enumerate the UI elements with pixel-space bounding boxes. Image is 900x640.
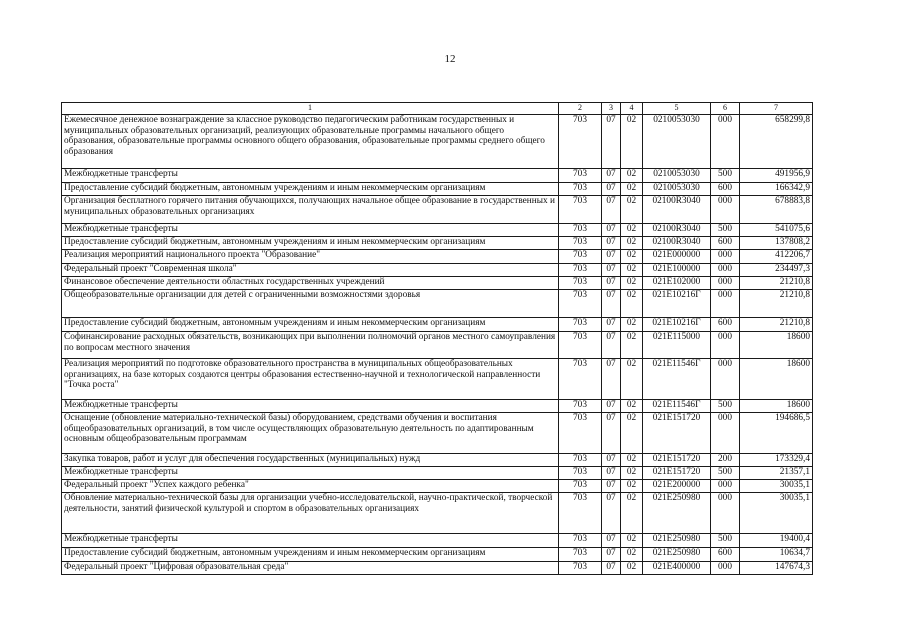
- section-code: 07: [602, 493, 621, 534]
- table-row: [62, 169, 813, 183]
- expense-type-code: 500: [711, 534, 740, 548]
- subsection-code: 02: [621, 290, 643, 318]
- amount: 541075,6: [740, 224, 813, 237]
- column-header: 6: [711, 103, 740, 115]
- table-row: [62, 467, 813, 480]
- target-article-code: 021E100000: [643, 264, 711, 277]
- admin-code: 703: [559, 359, 602, 400]
- amount: 19400,4: [740, 534, 813, 548]
- column-header: 2: [559, 103, 602, 115]
- section-code: 07: [602, 183, 621, 196]
- expense-type-code: 000: [711, 413, 740, 454]
- row-description: Обновление материально-технической базы для организации учебно-исследовательской, научно-практической, творческой деятельности, занятий физической культурой и спортом в образовательных организациях: [62, 493, 559, 534]
- expense-type-code: 000: [711, 493, 740, 534]
- target-article-code: 021E10216Г: [643, 318, 711, 332]
- expense-type-code: 600: [711, 237, 740, 250]
- section-code: 07: [602, 400, 621, 413]
- expense-type-code: 500: [711, 224, 740, 237]
- admin-code: 703: [559, 480, 602, 493]
- expense-type-code: 000: [711, 277, 740, 290]
- table-row: [62, 480, 813, 493]
- row-description: Межбюджетные трансферты: [62, 224, 559, 237]
- amount: 166342,9: [740, 183, 813, 196]
- section-code: 07: [602, 196, 621, 224]
- amount: 21210,8: [740, 277, 813, 290]
- subsection-code: 02: [621, 534, 643, 548]
- expense-type-code: 600: [711, 183, 740, 196]
- expense-type-code: 500: [711, 400, 740, 413]
- target-article-code: 021E102000: [643, 277, 711, 290]
- subsection-code: 02: [621, 400, 643, 413]
- expense-type-code: 000: [711, 250, 740, 264]
- subsection-code: 02: [621, 115, 643, 169]
- admin-code: 703: [559, 264, 602, 277]
- admin-code: 703: [559, 454, 602, 467]
- target-article-code: 021E11546Г: [643, 400, 711, 413]
- expense-type-code: 000: [711, 196, 740, 224]
- subsection-code: 02: [621, 359, 643, 400]
- amount: 234497,3: [740, 264, 813, 277]
- table-row: [62, 413, 813, 454]
- section-code: 07: [602, 250, 621, 264]
- amount: 18600: [740, 359, 813, 400]
- row-description: Предоставление субсидий бюджетным, автономным учреждениям и иным некоммерческим организациям: [62, 183, 559, 196]
- target-article-code: 021E250980: [643, 548, 711, 562]
- admin-code: 703: [559, 400, 602, 413]
- target-article-code: 02100R3040: [643, 196, 711, 224]
- section-code: 07: [602, 562, 621, 575]
- subsection-code: 02: [621, 562, 643, 575]
- table-row: [62, 454, 813, 467]
- table-row: [62, 196, 813, 224]
- section-code: 07: [602, 169, 621, 183]
- target-article-code: 02100R3040: [643, 224, 711, 237]
- row-description: Общеобразовательные организации для детей с ограниченными возможностями здоровья: [62, 290, 559, 318]
- subsection-code: 02: [621, 196, 643, 224]
- column-header: 3: [602, 103, 621, 115]
- amount: 18600: [740, 400, 813, 413]
- subsection-code: 02: [621, 454, 643, 467]
- subsection-code: 02: [621, 277, 643, 290]
- row-description: Организация бесплатного горячего питания обучающихся, получающих начальное общее образование в государственных и муниципальных образовательных организациях: [62, 196, 559, 224]
- target-article-code: 021E250980: [643, 534, 711, 548]
- target-article-code: 021E151720: [643, 454, 711, 467]
- expense-type-code: 000: [711, 264, 740, 277]
- section-code: 07: [602, 413, 621, 454]
- expense-type-code: 200: [711, 454, 740, 467]
- section-code: 07: [602, 332, 621, 359]
- row-description: Реализация мероприятий национального проекта "Образование": [62, 250, 559, 264]
- target-article-code: 0210053030: [643, 183, 711, 196]
- table-row: [62, 237, 813, 250]
- column-header: 4: [621, 103, 643, 115]
- expense-type-code: 000: [711, 290, 740, 318]
- amount: 21357,1: [740, 467, 813, 480]
- row-description: Софинансирование расходных обязательств, возникающих при выполнении полномочий органов местного самоуправления по вопросам местного значения: [62, 332, 559, 359]
- expense-type-code: 500: [711, 467, 740, 480]
- admin-code: 703: [559, 169, 602, 183]
- expense-type-code: 000: [711, 359, 740, 400]
- page-number: 12: [444, 53, 456, 65]
- subsection-code: 02: [621, 250, 643, 264]
- amount: 194686,5: [740, 413, 813, 454]
- target-article-code: 0210053030: [643, 169, 711, 183]
- target-article-code: 021E200000: [643, 480, 711, 493]
- admin-code: 703: [559, 332, 602, 359]
- amount: 21210,8: [740, 318, 813, 332]
- section-code: 07: [602, 318, 621, 332]
- target-article-code: 0210053030: [643, 115, 711, 169]
- table-row: [62, 493, 813, 534]
- expense-type-code: 000: [711, 480, 740, 493]
- row-description: Межбюджетные трансферты: [62, 169, 559, 183]
- table-row: [62, 115, 813, 169]
- admin-code: 703: [559, 413, 602, 454]
- table-row: [62, 224, 813, 237]
- section-code: 07: [602, 534, 621, 548]
- expense-type-code: 000: [711, 115, 740, 169]
- row-description: Предоставление субсидий бюджетным, автономным учреждениям и иным некоммерческим организациям: [62, 237, 559, 250]
- subsection-code: 02: [621, 237, 643, 250]
- amount: 173329,4: [740, 454, 813, 467]
- row-description: Федеральный проект "Успех каждого ребенка": [62, 480, 559, 493]
- row-description: Межбюджетные трансферты: [62, 400, 559, 413]
- table-row: [62, 548, 813, 562]
- amount: 30035,1: [740, 493, 813, 534]
- subsection-code: 02: [621, 318, 643, 332]
- row-description: Ежемесячное денежное вознаграждение за классное руководство педагогическим работникам государственных и муниципальных образовательных организаций, реализующих образовательные программы начального общего образования, образовательные программы основного общего образования, образовательные программы среднего общего образования: [62, 115, 559, 169]
- expense-type-code: 000: [711, 562, 740, 575]
- table-row: [62, 290, 813, 318]
- section-code: 07: [602, 224, 621, 237]
- amount: 18600: [740, 332, 813, 359]
- table-row: [62, 400, 813, 413]
- table-row: [62, 318, 813, 332]
- column-header: 5: [643, 103, 711, 115]
- section-code: 07: [602, 548, 621, 562]
- target-article-code: 021E400000: [643, 562, 711, 575]
- row-description: Предоставление субсидий бюджетным, автономным учреждениям и иным некоммерческим организациям: [62, 318, 559, 332]
- column-number-row: [62, 103, 813, 115]
- table-row: [62, 277, 813, 290]
- section-code: 07: [602, 480, 621, 493]
- amount: 491956,9: [740, 169, 813, 183]
- expense-type-code: 600: [711, 318, 740, 332]
- amount: 678883,8: [740, 196, 813, 224]
- section-code: 07: [602, 467, 621, 480]
- section-code: 07: [602, 277, 621, 290]
- admin-code: 703: [559, 183, 602, 196]
- subsection-code: 02: [621, 264, 643, 277]
- row-description: Закупка товаров, работ и услуг для обеспечения государственных (муниципальных) нужд: [62, 454, 559, 467]
- column-header: 1: [62, 103, 559, 115]
- target-article-code: 021E250980: [643, 493, 711, 534]
- amount: 21210,8: [740, 290, 813, 318]
- row-description: Реализация мероприятий по подготовке образовательного пространства в муниципальных общеобразовательных организациях, на базе которых создаются центры образования естественно-научной и технологической направленности "Точка роста": [62, 359, 559, 400]
- admin-code: 703: [559, 493, 602, 534]
- row-description: Федеральный проект "Цифровая образовательная среда": [62, 562, 559, 575]
- target-article-code: 02100R3040: [643, 237, 711, 250]
- table-row: [62, 534, 813, 548]
- subsection-code: 02: [621, 413, 643, 454]
- subsection-code: 02: [621, 224, 643, 237]
- section-code: 07: [602, 237, 621, 250]
- amount: 30035,1: [740, 480, 813, 493]
- table-row: [62, 264, 813, 277]
- subsection-code: 02: [621, 169, 643, 183]
- admin-code: 703: [559, 237, 602, 250]
- subsection-code: 02: [621, 467, 643, 480]
- table-row: [62, 250, 813, 264]
- section-code: 07: [602, 454, 621, 467]
- admin-code: 703: [559, 115, 602, 169]
- admin-code: 703: [559, 224, 602, 237]
- target-article-code: 021E115000: [643, 332, 711, 359]
- table-row: [62, 332, 813, 359]
- subsection-code: 02: [621, 493, 643, 534]
- row-description: Оснащение (обновление материально-технической базы) оборудованием, средствами обучения и воспитания общеобразовательных организаций, в том числе осуществляющих образовательную деятельность по адаптированным основным общеобразовательным программам: [62, 413, 559, 454]
- target-article-code: 021E11546Г: [643, 359, 711, 400]
- amount: 658299,8: [740, 115, 813, 169]
- admin-code: 703: [559, 534, 602, 548]
- column-header: 7: [740, 103, 813, 115]
- admin-code: 703: [559, 290, 602, 318]
- target-article-code: 021E151720: [643, 467, 711, 480]
- admin-code: 703: [559, 548, 602, 562]
- admin-code: 703: [559, 277, 602, 290]
- table-row: [62, 562, 813, 575]
- admin-code: 703: [559, 250, 602, 264]
- row-description: Федеральный проект "Современная школа": [62, 264, 559, 277]
- row-description: Межбюджетные трансферты: [62, 467, 559, 480]
- subsection-code: 02: [621, 332, 643, 359]
- amount: 147674,3: [740, 562, 813, 575]
- subsection-code: 02: [621, 480, 643, 493]
- row-description: Межбюджетные трансферты: [62, 534, 559, 548]
- target-article-code: 021E000000: [643, 250, 711, 264]
- target-article-code: 021E10216Г: [643, 290, 711, 318]
- target-article-code: 021E151720: [643, 413, 711, 454]
- expense-type-code: 000: [711, 332, 740, 359]
- amount: 137808,2: [740, 237, 813, 250]
- amount: 10634,7: [740, 548, 813, 562]
- table-row: [62, 359, 813, 400]
- section-code: 07: [602, 359, 621, 400]
- table-row: [62, 183, 813, 196]
- admin-code: 703: [559, 196, 602, 224]
- row-description: Предоставление субсидий бюджетным, автономным учреждениям и иным некоммерческим организациям: [62, 548, 559, 562]
- subsection-code: 02: [621, 183, 643, 196]
- row-description: Финансовое обеспечение деятельности областных государственных учреждений: [62, 277, 559, 290]
- table-body: [62, 103, 813, 575]
- subsection-code: 02: [621, 548, 643, 562]
- section-code: 07: [602, 264, 621, 277]
- section-code: 07: [602, 290, 621, 318]
- expense-type-code: 600: [711, 548, 740, 562]
- budget-table: [61, 102, 813, 575]
- admin-code: 703: [559, 318, 602, 332]
- amount: 412206,7: [740, 250, 813, 264]
- expense-type-code: 500: [711, 169, 740, 183]
- admin-code: 703: [559, 562, 602, 575]
- admin-code: 703: [559, 467, 602, 480]
- section-code: 07: [602, 115, 621, 169]
